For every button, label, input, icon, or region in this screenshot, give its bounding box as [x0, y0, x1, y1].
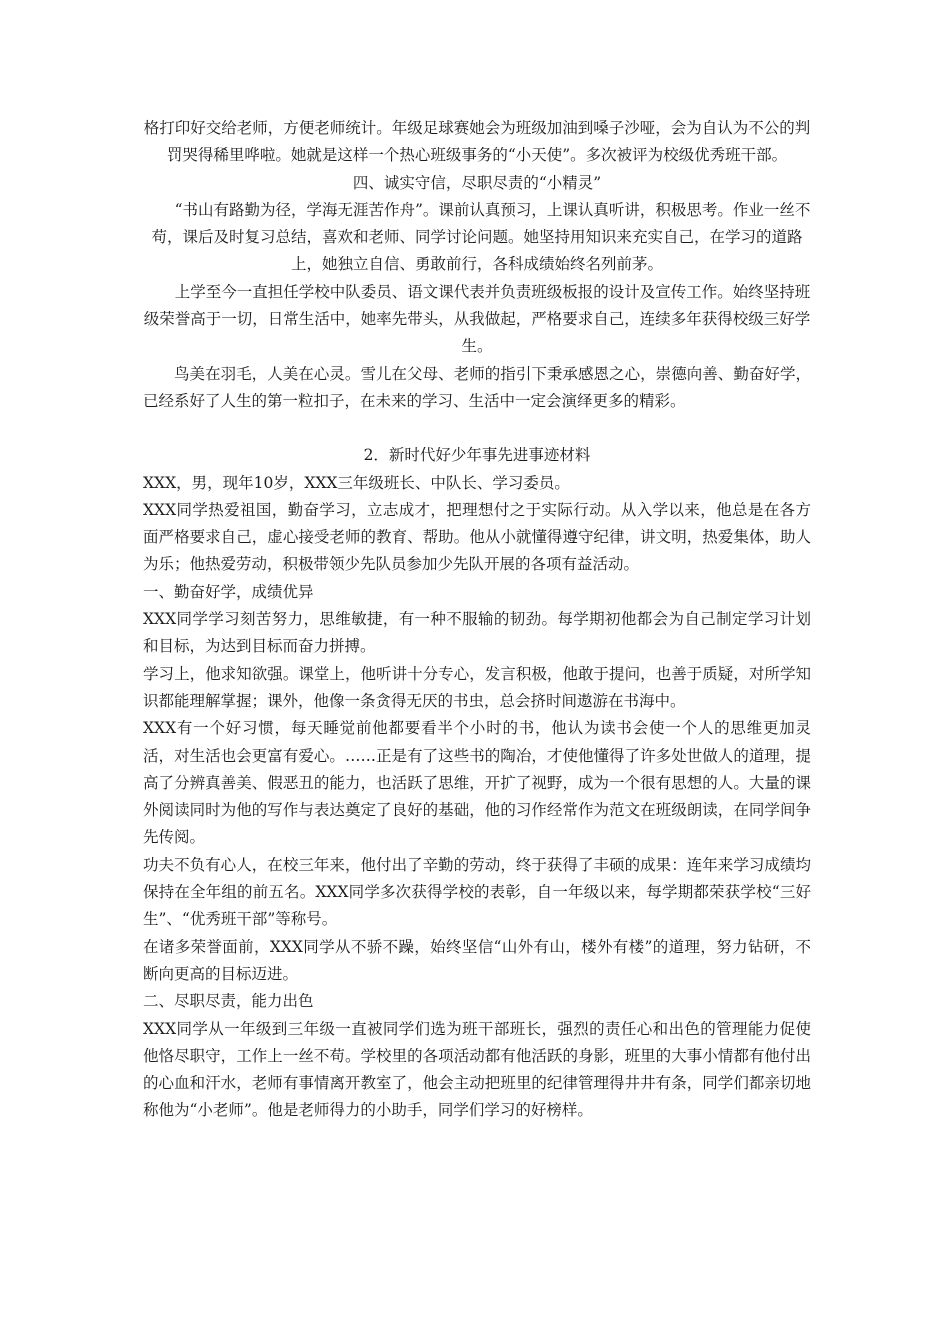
paragraph-study: “书山有路勤为径，学海无涯苦作舟”。课前认真预习，上课认真听讲，积极思考。作业一丝不苟，课后及时复习总结，喜欢和老师、同学讨论问题。她坚持用知识来充实自己，在学习的道路上，她独立自信、勇敢前行，各科成绩始终名列前茅。	[151, 200, 811, 274]
paragraph-duty: 上学至今一直担任学校中队委员、语文课代表并负责班级板报的设计及宣传工作。始终坚持班级荣誉高于一切，日常生活中，她率先带头，从我做起，严格要求自己，连续多年获得校级三好学生。	[143, 282, 811, 356]
paragraph-s1-5: 在诸多荣誉面前，XXX同学从不骄不躁，始终坚信“山外有山，楼外有楼”的道理，努力钻研，不断向更高的目标迈进。	[143, 937, 811, 983]
document-title: 2．新时代好少年事先进事迹材料	[363, 446, 591, 465]
paragraph-continuation: 格打印好交给老师，方便老师统计。年级足球赛她会为班级加油到嗓子沙哑，会为自认为不公的判罚哭得稀里哗啦。她就是这样一个热心班级事务的“小天使”。多次被评为校级优秀班干部。	[143, 119, 811, 165]
paragraph-s1-4: 功夫不负有心人，在校三年来，他付出了辛勤的劳动，终于获得了丰硕的成果：连年来学习成绩均保持在全年组的前五名。XXX同学多次获得学校的表彰，自一年级以来，每学期都荣获学校“三好生”、“优秀班干部”等称号。	[143, 855, 811, 929]
section-heading-1: 一、勤奋好学，成绩优异	[143, 582, 314, 601]
paragraph-overview: XXX同学热爱祖国，勤奋学习，立志成才，把理想付之于实际行动。从入学以来，他总是在各方面严格要求自己，虚心接受老师的教育、帮助。他从小就懂得遵守纪律，讲文明，热爱集体，助人为乐；他热爱劳动，积极带领少先队员参加少先队开展的各项有益活动。	[143, 500, 811, 574]
section-heading-4: 四、诚实守信，尽职尽责的“小精灵”	[352, 173, 602, 192]
paragraph-intro: XXX，男，现年10岁，XXX三年级班长、中队长、学习委员。	[143, 473, 570, 492]
section-gap	[143, 415, 811, 442]
paragraph-closing: 鸟美在羽毛，人美在心灵。雪儿在父母、老师的指引下秉承感恩之心，崇德向善、勤奋好学，已经系好了人生的第一粒扣子，在未来的学习、生活中一定会演绎更多的精彩。	[143, 364, 811, 410]
document-page	[143, 115, 811, 1125]
paragraph-s1-2: 学习上，他求知欲强。课堂上，他听讲十分专心，发言积极，他敢于提问，也善于质疑，对所学知识都能理解掌握；课外，他像一条贪得无厌的书虫，总会挤时间遨游在书海中。	[143, 664, 811, 710]
paragraph-s1-1: XXX同学学习刻苦努力，思维敏捷，有一种不服输的韧劲。每学期初他都会为自己制定学习计划和目标，为达到目标而奋力拼搏。	[143, 610, 811, 656]
paragraph-s2-1: XXX同学从一年级到三年级一直被同学们选为班干部班长，强烈的责任心和出色的管理能力促使他恪尽职守，工作上一丝不苟。学校里的各项活动都有他活跃的身影，班里的大事小情都有他付出的心血和汗水，老师有事情离开教室了，他会主动把班里的纪律管理得井井有条，同学们都亲切地称他为“小老师”。他是老师得力的小助手，同学们学习的好榜样。	[143, 1019, 811, 1120]
paragraph-s1-3: XXX有一个好习惯，每天睡觉前他都要看半个小时的书，他认为读书会使一个人的思维更加灵活，对生活也会更富有爱心。……正是有了这些书的陶冶，才使他懂得了许多处世做人的道理，提高了分辨真善美、假恶丑的能力，也活跃了思维，开扩了视野，成为一个很有思想的人。大量的课外阅读同时为他的写作与表达奠定了良好的基础，他的习作经常作为范文在班级朗读，在同学间争先传阅。	[143, 719, 811, 847]
section-heading-2: 二、尽职尽责，能力出色	[143, 992, 314, 1011]
